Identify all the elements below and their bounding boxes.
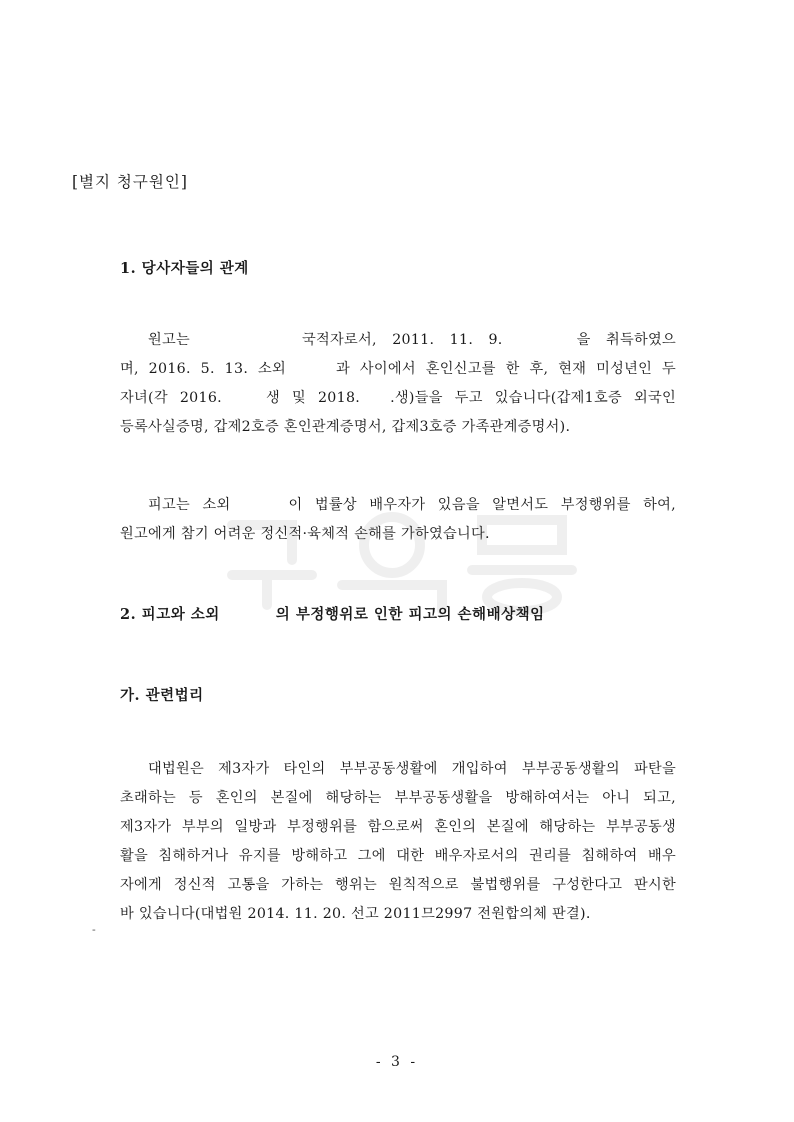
text-line: 등록사실증명, 갑제2호증 혼인관계증명서, 갑제3호증 가족관계증명서). (120, 419, 571, 435)
text-line: 원고에게 참기 어려운 정신적·육체적 손해를 가하였습니다. (120, 526, 490, 542)
text-line: 자녀(각 2016. 생 및 2018. .생)들을 두고 있습니다(갑제1호증 외국인 (120, 390, 676, 406)
section-2-paragraph (120, 755, 676, 929)
section-1-paragraph-1 (120, 326, 676, 442)
text-line: 대법원은 제3자가 타인의 부부공동생활에 개입하여 부부공동생활의 파탄을 (148, 761, 676, 777)
text-line: 원고는 국적자로서, 2011. 11. 9. 을 취득하였으 (148, 332, 677, 348)
text-line: 바 있습니다(대법원 2014. 11. 20. 선고 2011므2997 전원합의체 판결). (120, 906, 591, 922)
text-line: 활을 침해하거나 유지를 방해하고 그에 대한 배우자로서의 권리를 침해하여 배우 (120, 848, 676, 864)
section-2-heading: 2. 피고와 소외 의 부정행위로 인한 피고의 손해배상책임 (120, 606, 545, 623)
text-line: 초래하는 등 혼인의 본질에 해당하는 부부공동생활을 방해하여서는 아니 되고, (120, 790, 676, 806)
subsection-heading: 가. 관련법리 (120, 687, 204, 704)
section-1-paragraph-2 (120, 491, 676, 549)
text-line: 제3자가 부부의 일방과 부정행위를 함으로써 혼인의 본질에 해당하는 부부공동생 (120, 819, 676, 835)
section-1-heading: 1. 당사자들의 관계 (120, 260, 249, 277)
stray-mark: - (92, 923, 96, 936)
page-number: - 3 - (375, 1054, 419, 1070)
annex-label: [별지 청구원인] (72, 173, 188, 191)
text-line: 피고는 소외 이 법률상 배우자가 있음을 알면서도 부정행위를 하여, (148, 497, 676, 513)
text-line: 자에게 정신적 고통을 가하는 행위는 원칙적으로 불법행위를 구성한다고 판시한 (120, 877, 676, 893)
text-line: 며, 2016. 5. 13. 소외 과 사이에서 혼인신고를 한 후, 현재 미성년인 두 (120, 361, 677, 377)
